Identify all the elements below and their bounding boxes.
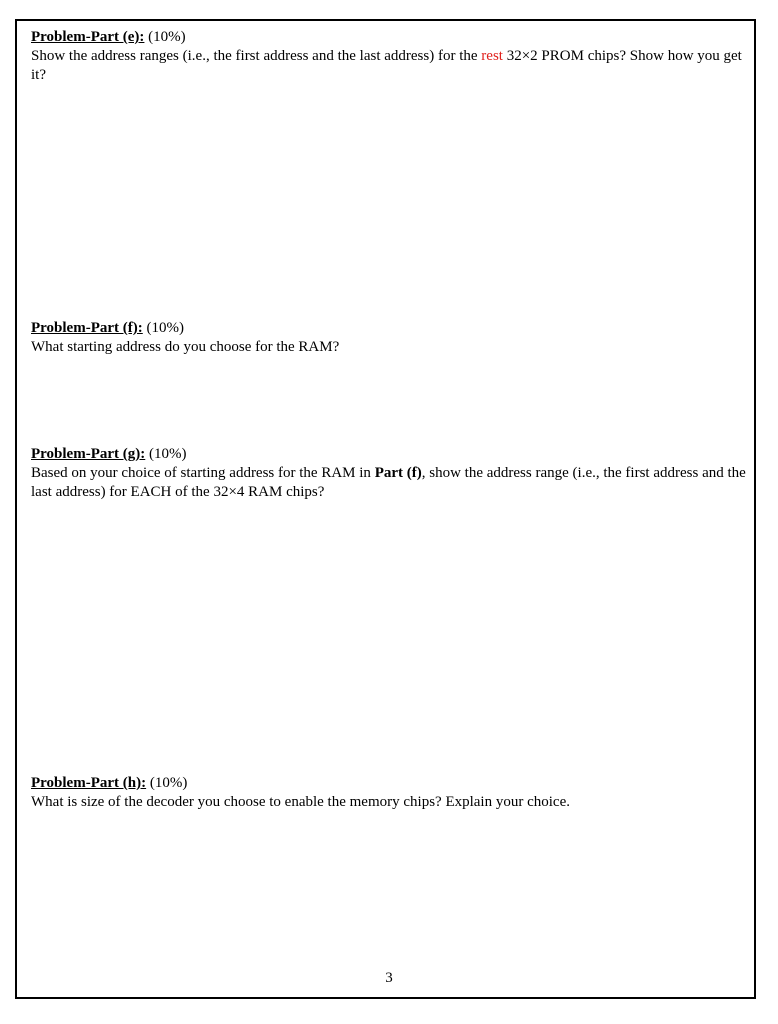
problem-part-g [31, 445, 747, 502]
problem-part-h-question: What is size of the decoder you choose to enable the memory chips? Explain your choice. [31, 794, 570, 810]
problem-part-g-weight: (10%) [149, 446, 187, 462]
problem-part-g-question [31, 464, 747, 502]
problem-part-h [31, 774, 747, 812]
problem-part-g-heading [31, 445, 747, 464]
problem-part-e-text-start: Show the address ranges (i.e., the first address and the last address) for the [31, 48, 482, 64]
problem-part-f [31, 319, 747, 357]
problem-part-h-heading [31, 774, 747, 793]
problem-part-f-heading [31, 319, 747, 338]
problem-part-e-text-end: 32×2 PROM chips? Show how you get it? [31, 48, 742, 83]
problem-part-g-part-ref: Part (f) [374, 465, 422, 481]
problem-part-e-label: Problem-Part (e): [31, 29, 145, 45]
problem-part-e-weight: (10%) [148, 29, 186, 45]
problem-part-h-label: Problem-Part (h): [31, 775, 147, 791]
problem-part-g-label: Problem-Part (g): [31, 446, 146, 462]
problem-part-h-weight: (10%) [149, 775, 188, 791]
problem-part-g-text-end: , show the address range (i.e., the first address and the last address) for EACH of the 32×4 RAM chips? [31, 465, 746, 500]
problem-part-f-question: What starting address do you choose for the RAM? [31, 339, 340, 355]
problem-part-f-weight: (10%) [146, 320, 185, 336]
page-border [15, 19, 756, 999]
problem-part-e-question [31, 47, 747, 85]
problem-part-e-highlight: rest [481, 48, 503, 64]
page-number: 3 [385, 970, 393, 986]
problem-part-g-text-start: Based on your choice of starting address for the RAM in [31, 465, 375, 481]
problem-part-f-label: Problem-Part (f): [31, 320, 143, 336]
problem-part-e-heading [31, 28, 747, 47]
problem-part-e [31, 28, 747, 85]
